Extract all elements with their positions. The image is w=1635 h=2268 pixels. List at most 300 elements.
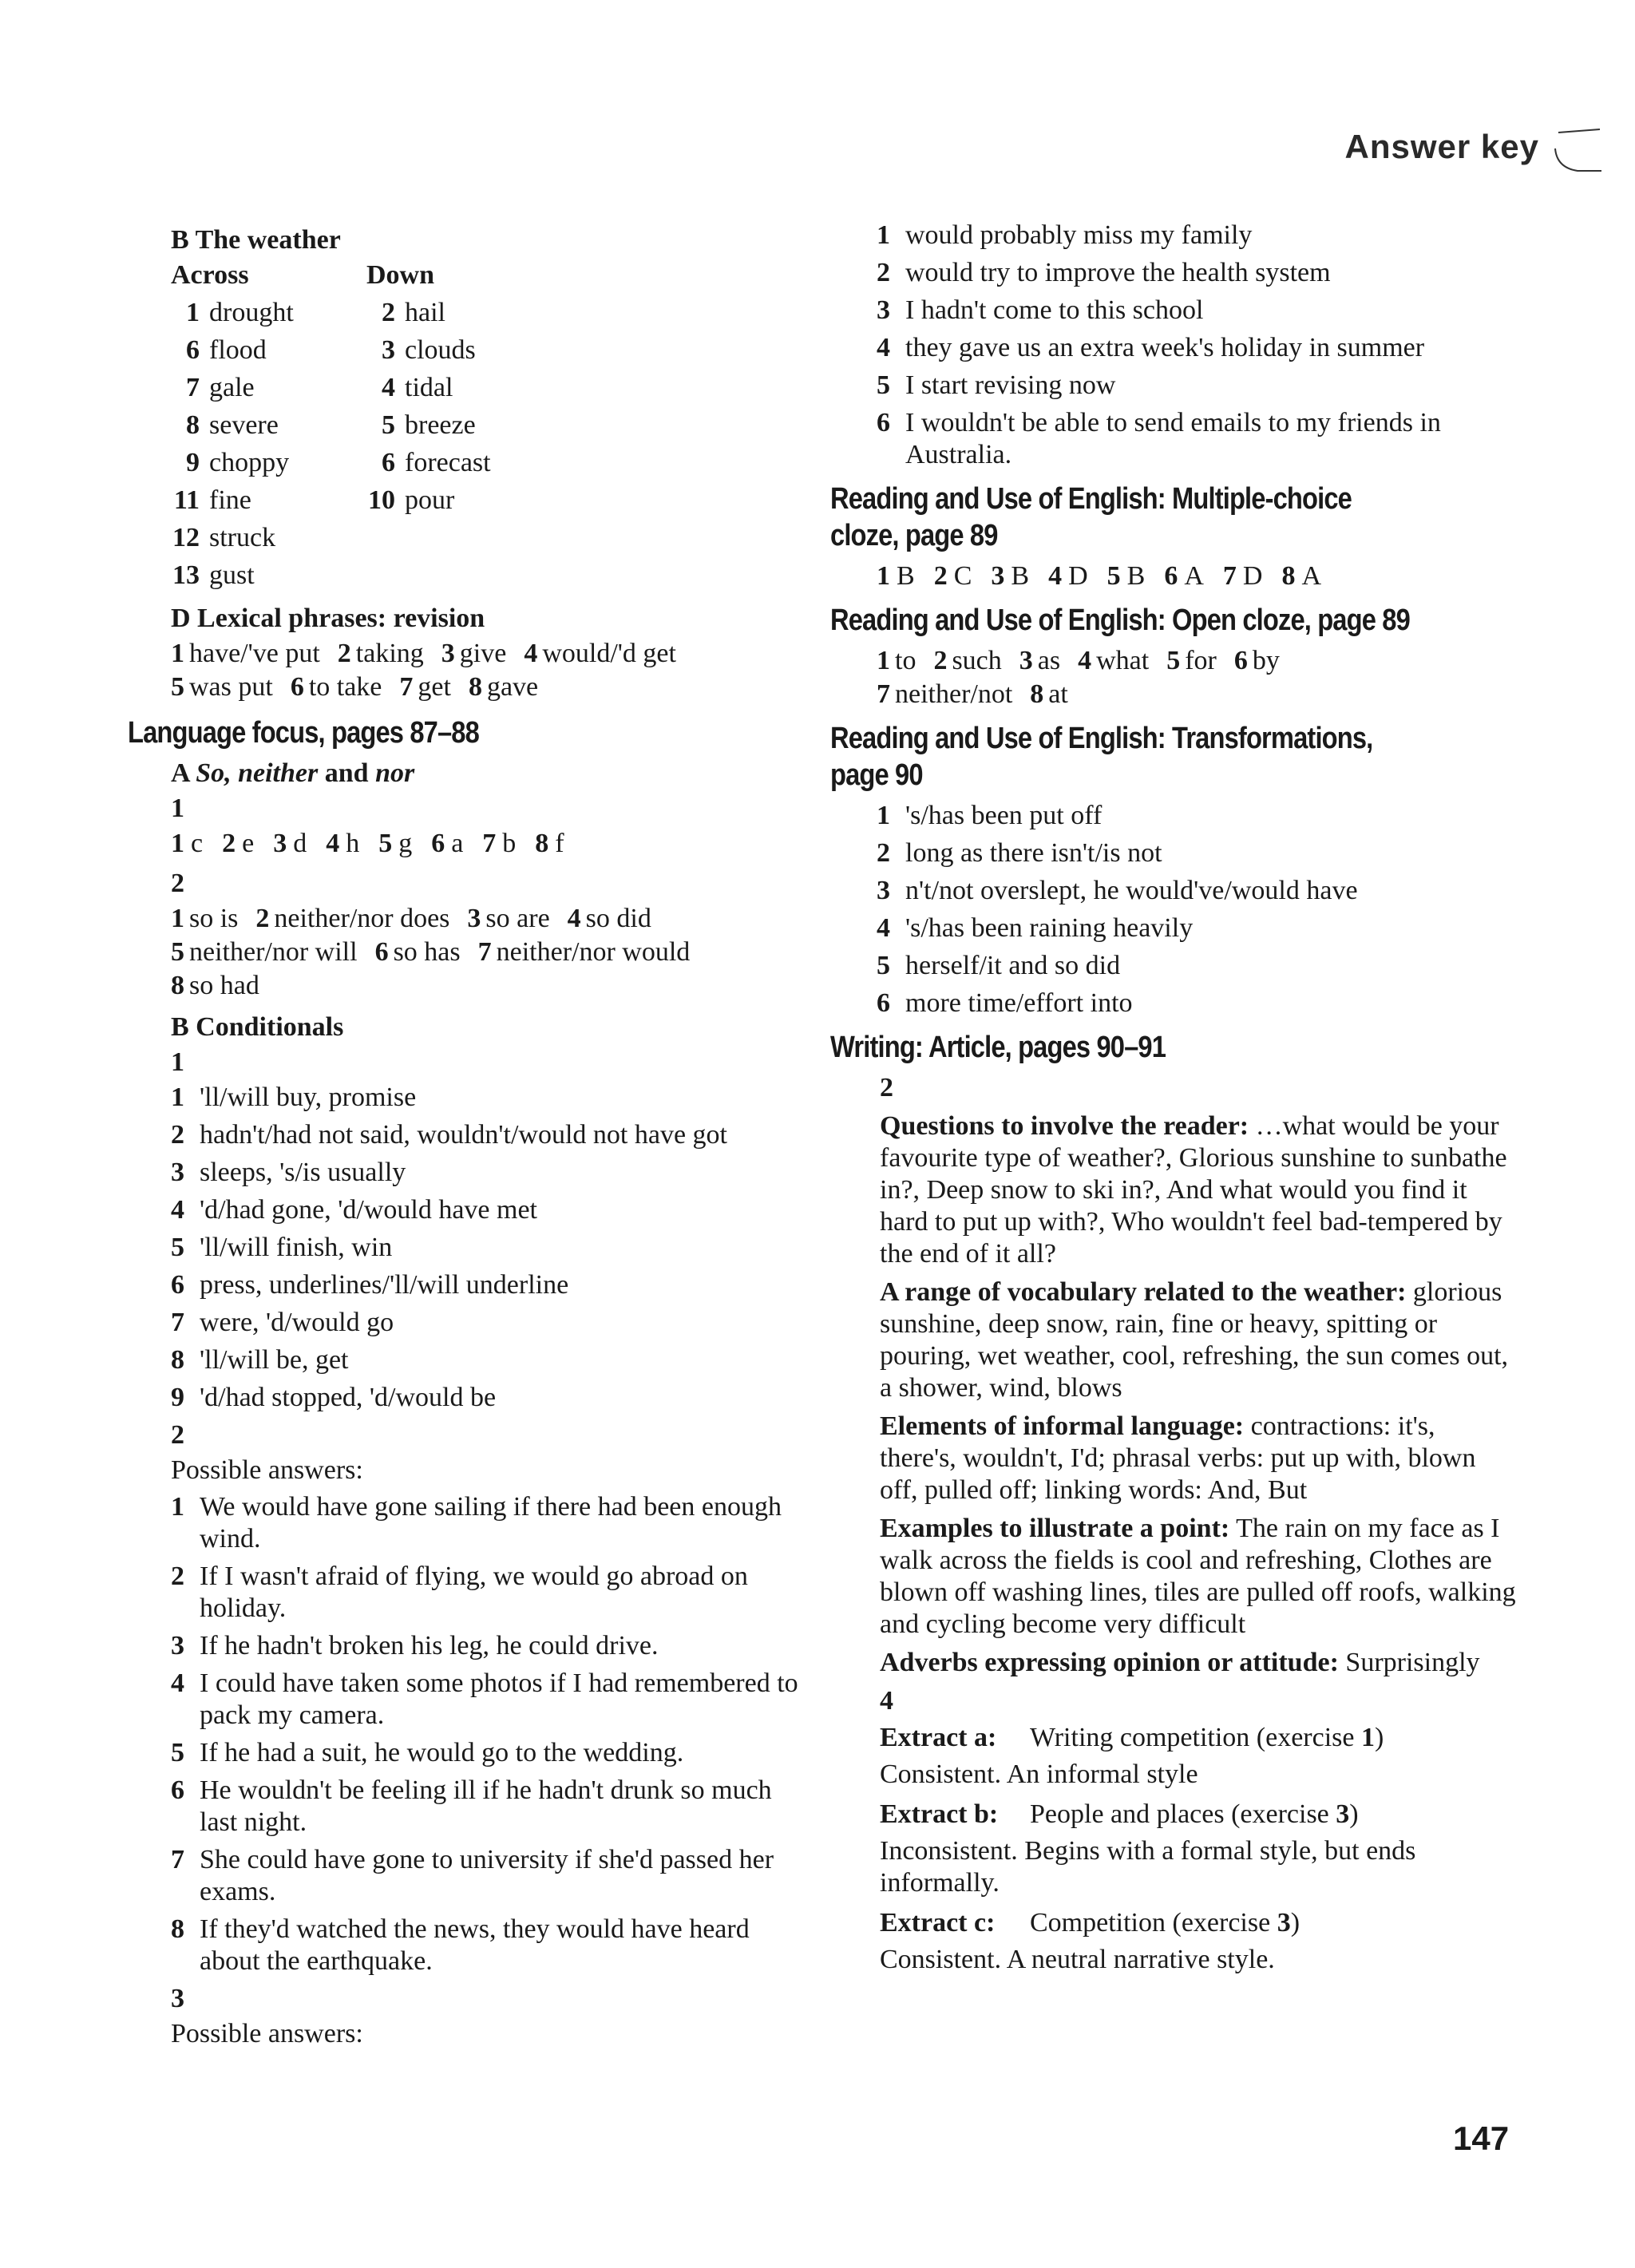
so-neither-ex1-item-number: 4 — [326, 829, 342, 858]
so-neither-ex2-line-3 — [171, 970, 798, 1002]
conditionals-ex2-item — [171, 1630, 798, 1662]
left-column — [128, 220, 798, 2052]
conditionals-ex1-item-text: 'll/will finish, win — [200, 1233, 393, 1262]
open-cloze-item-answer: as — [1037, 646, 1061, 675]
so-neither-ex1-item-number: 3 — [273, 829, 289, 858]
writing-paragraph-label: Adverbs expressing opinion or attitude: — [880, 1648, 1339, 1677]
conditionals-ex1-item-number: 2 — [171, 1120, 184, 1150]
lexical-item-number: 4 — [524, 639, 538, 668]
so-neither-ex2-line-1 — [171, 903, 798, 935]
conditionals-ex1-item — [171, 1382, 798, 1414]
crossword-answers-grid — [171, 259, 798, 592]
so-neither-ex1-item-number: 7 — [482, 829, 498, 858]
transformations-list — [877, 800, 1517, 1019]
down-item-word: tidal — [405, 373, 453, 402]
page-header-title: Answer key — [1344, 128, 1539, 165]
conditionals-ex3-note: Possible answers: — [171, 2019, 363, 2048]
transformations-item-text: 's/has been put off — [905, 801, 1103, 830]
so-neither-ex2-item-answer: neither/nor would — [496, 937, 691, 967]
corner-tab-decoration — [1554, 126, 1603, 176]
mc-cloze-item-number: 4 — [1048, 561, 1064, 591]
conditionals-ex2-note: Possible answers: — [171, 1455, 363, 1485]
so-neither-ex1-item-number: 8 — [535, 829, 551, 858]
conditionals-ex2-item-text: I could have taken some photos if I had remembered to pack my camera. — [200, 1668, 798, 1730]
so-neither-ex2-item-number: 2 — [255, 904, 270, 933]
writing-extract-comment: Consistent. An informal style — [880, 1759, 1198, 1789]
so-neither-ex1-label: 1 — [171, 794, 184, 823]
conditionals-ex3-item — [877, 295, 1517, 327]
conditionals-ex1-item-text: sleeps, 's/is usually — [200, 1158, 406, 1187]
conditionals-ex2-item — [171, 1914, 798, 1977]
writing-paragraph — [880, 1411, 1517, 1506]
conditionals-ex2-item-text: If they'd watched the news, they would have heard about the earthquake. — [200, 1914, 750, 1976]
transformations-item-number: 5 — [877, 951, 890, 980]
mc-cloze-item-number: 6 — [1164, 561, 1180, 591]
writing-paragraph-text: contractions: it's, there's, wouldn't, I'd; phrasal verbs: put up with, blown off, pulled off; linking words: And, But — [880, 1411, 1476, 1505]
transformations-item-number: 4 — [877, 913, 890, 943]
so-neither-ex1-item-answer: c — [191, 829, 205, 858]
conditionals-ex3-item-text: I hadn't come to this school — [905, 295, 1204, 325]
conditionals-ex1-item-number: 5 — [171, 1233, 184, 1262]
down-item-number: 5 — [382, 410, 395, 440]
conditionals-ex3-item-number: 3 — [877, 295, 890, 325]
writing-ex2-label: 2 — [880, 1073, 893, 1102]
right-column — [830, 220, 1517, 1984]
conditionals-ex3-item-text: they gave us an extra week's holiday in summer — [905, 333, 1425, 362]
down-item-number: 2 — [382, 298, 395, 327]
open-cloze-item-number: 1 — [877, 646, 890, 675]
conditionals-ex3-item-number: 2 — [877, 258, 890, 287]
writing-extract-title-text: Competition (exercise — [1030, 1908, 1277, 1937]
down-item — [366, 485, 606, 517]
mc-cloze-answers — [877, 560, 1517, 592]
conditionals-ex3-item-number: 1 — [877, 220, 890, 250]
writing-extract-exercise-number: 3 — [1336, 1799, 1350, 1829]
open-cloze-item-answer: neither/not — [895, 679, 1013, 709]
conditionals-ex2-item-text: We would have gone sailing if there had been enough wind. — [200, 1492, 782, 1554]
transformations-item — [877, 912, 1517, 944]
conditionals-ex2-item — [171, 1775, 798, 1839]
writing-extract-row — [880, 1722, 1517, 1754]
lexical-item-answer: get — [418, 672, 451, 702]
across-item — [171, 334, 366, 366]
lexical-item-answer: give — [459, 639, 507, 668]
conditionals-ex1-item — [171, 1082, 798, 1114]
across-item-word: gust — [209, 560, 255, 590]
writing-extract-exercise-number: 1 — [1361, 1723, 1375, 1752]
section-mc-cloze — [830, 560, 1517, 592]
writing-paragraph-text: The rain on my face as I walk across the fields is cool and refreshing, Clothes are blown off washing lines, tiles are pulled off roofs, walking and cycling become very difficult — [880, 1514, 1516, 1639]
mc-cloze-item-answer: D — [1068, 561, 1090, 591]
conditionals-ex2-item-text: If I wasn't afraid of flying, we would go abroad on holiday. — [200, 1561, 748, 1623]
so-neither-ex1-item-answer: a — [451, 829, 465, 858]
mc-cloze-item-answer: B — [897, 561, 916, 591]
writing-extract-label: Extract a: — [880, 1723, 997, 1752]
conditionals-ex2-item — [171, 1491, 798, 1555]
down-item — [366, 560, 606, 592]
conditionals-heading: B Conditionals — [171, 1012, 344, 1042]
writing-paragraph-text: …what would be your favourite type of weather?, Glorious sunshine to sunbathe in?, Deep snow to ski in?, And what would you find it hard to put up with?, Who wouldn't feel bad-tempered by the end of it all? — [880, 1111, 1507, 1269]
so-neither-ex1-item-number: 5 — [378, 829, 394, 858]
writing-extract-comment: Consistent. A neutral narrative style. — [880, 1945, 1275, 1974]
across-item-number: 13 — [172, 560, 200, 590]
lexical-answers-line-2 — [171, 671, 798, 703]
so-neither-ex2-item-number: 3 — [467, 904, 481, 933]
section-weather-heading: B The weather — [171, 225, 341, 255]
so-neither-ex2-item-number: 1 — [171, 904, 184, 933]
across-item — [171, 372, 366, 404]
so-neither-ex1-item-number: 2 — [222, 829, 238, 858]
open-cloze-item-answer: for — [1185, 646, 1217, 675]
conditionals-ex1-item-number: 7 — [171, 1308, 184, 1337]
open-cloze-answers-line-2 — [877, 679, 1517, 710]
writing-extract-label: Extract b: — [880, 1799, 999, 1829]
across-item-word: drought — [209, 298, 294, 327]
so-neither-ex1-item-answer: g — [398, 829, 414, 858]
lexical-item-number: 6 — [290, 672, 304, 702]
page-number: 147 — [1453, 2120, 1510, 2157]
so-neither-title-neither: neither — [238, 758, 319, 788]
down-item-word: breeze — [405, 410, 476, 440]
conditionals-ex3-item-number: 5 — [877, 370, 890, 400]
lexical-answers-line-1 — [171, 638, 798, 670]
mc-cloze-item-answer: B — [1011, 561, 1031, 591]
conditionals-ex1-item — [171, 1119, 798, 1151]
mc-cloze-item-answer: A — [1301, 561, 1323, 591]
writing-paragraph-label: Elements of informal language: — [880, 1411, 1245, 1441]
so-neither-title-so: So, — [196, 758, 232, 788]
lexical-item-number: 3 — [441, 639, 455, 668]
open-cloze-item-answer: by — [1252, 646, 1280, 675]
conditionals-ex2-item-text: She could have gone to university if she'd passed her exams. — [200, 1845, 774, 1906]
transformations-item-text: n't/not overslept, he would've/would have — [905, 876, 1358, 905]
conditionals-ex1-item-number: 8 — [171, 1345, 184, 1375]
lexical-item-answer: gave — [486, 672, 539, 702]
open-cloze-item-number: 3 — [1019, 646, 1033, 675]
so-neither-letter: A — [171, 758, 189, 788]
across-item-word: flood — [209, 335, 267, 365]
writing-paragraph-label: Examples to illustrate a point: — [880, 1514, 1230, 1543]
so-neither-ex1-item-answer: b — [502, 829, 518, 858]
conditionals-ex1-item-text: were, 'd/would go — [200, 1308, 394, 1337]
conditionals-ex1-item-text: press, underlines/'ll/will underline — [200, 1270, 569, 1300]
transformations-item-number: 6 — [877, 988, 890, 1018]
down-item — [366, 297, 606, 329]
writing-paragraph — [880, 1513, 1517, 1641]
down-item-word: forecast — [405, 448, 491, 477]
so-neither-nor-heading — [171, 758, 798, 790]
lexical-item-answer: have/'ve put — [189, 639, 320, 668]
mc-cloze-item-number: 2 — [933, 561, 949, 591]
writing-extract-title-close: ) — [1290, 1908, 1300, 1937]
so-neither-ex2-item-number: 7 — [477, 937, 492, 967]
mc-cloze-item-number: 7 — [1222, 561, 1238, 591]
down-label: Down — [366, 260, 435, 290]
so-neither-ex1-item-answer: d — [293, 829, 309, 858]
lexical-item-number: 7 — [399, 672, 414, 702]
so-neither-ex1-answers — [171, 828, 798, 860]
mc-cloze-item-answer: C — [953, 561, 974, 591]
conditionals-ex3-item — [877, 370, 1517, 402]
lexical-item-answer: would/'d get — [542, 639, 676, 668]
conditionals-ex1-item — [171, 1157, 798, 1189]
transformations-heading: Reading and Use of English: Transformations, page 90 — [830, 722, 1373, 792]
across-item-number: 8 — [186, 410, 200, 440]
open-cloze-item-answer: what — [1096, 646, 1150, 675]
down-item-word: pour — [405, 485, 455, 515]
conditionals-ex2-item-number: 7 — [171, 1845, 184, 1874]
writing-paragraph — [880, 1276, 1517, 1404]
so-neither-ex2-item-answer: neither/nor will — [189, 937, 358, 967]
so-neither-ex2-item-number: 4 — [567, 904, 581, 933]
down-item — [366, 522, 606, 554]
conditionals-ex2-item — [171, 1737, 798, 1769]
lexical-item-number: 2 — [337, 639, 351, 668]
transformations-item-text: herself/it and so did — [905, 951, 1121, 980]
so-neither-ex1-item-number: 1 — [171, 829, 186, 858]
conditionals-ex2-label: 2 — [171, 1420, 184, 1450]
conditionals-ex3-list — [877, 220, 1517, 471]
mc-cloze-item-answer: D — [1242, 561, 1265, 591]
conditionals-ex1-item-number: 9 — [171, 1383, 184, 1412]
across-item — [171, 485, 366, 517]
conditionals-ex2-item-number: 3 — [171, 1631, 184, 1660]
writing-ex2-paragraphs — [880, 1110, 1517, 1679]
open-cloze-heading: Reading and Use of English: Open cloze, page 89 — [830, 604, 1410, 637]
down-item — [366, 372, 606, 404]
so-neither-ex2-line-2 — [171, 936, 798, 968]
so-neither-ex1-item-number: 6 — [431, 829, 447, 858]
writing-paragraph-text: Surprisingly — [1338, 1648, 1480, 1677]
lexical-item-answer: to take — [308, 672, 382, 702]
so-neither-ex2-item-number: 6 — [374, 937, 389, 967]
writing-extract-title-close: ) — [1375, 1723, 1384, 1752]
conditionals-ex3-item-text: would probably miss my family — [905, 220, 1253, 250]
down-item-word: clouds — [405, 335, 476, 365]
open-cloze-item-answer: such — [952, 646, 1002, 675]
mc-cloze-item-number: 8 — [1281, 561, 1297, 591]
conditionals-ex2-item — [171, 1561, 798, 1625]
so-neither-ex2-item-answer: so is — [189, 904, 239, 933]
writing-extract-title — [1030, 1799, 1359, 1831]
section-open-cloze — [830, 645, 1517, 710]
transformations-item-text: more time/effort into — [905, 988, 1133, 1018]
transformations-item — [877, 875, 1517, 907]
mc-cloze-item-number: 3 — [991, 561, 1007, 591]
so-neither-ex1-item-answer: f — [555, 829, 566, 858]
conditionals-ex3-label: 3 — [171, 1984, 184, 2013]
so-neither-ex2-item-answer: so has — [393, 937, 461, 967]
writing-extract-title — [1030, 1722, 1384, 1754]
so-neither-title-nor: nor — [375, 758, 415, 788]
so-neither-ex2-item-answer: so had — [189, 971, 259, 1000]
conditionals-ex2-item-number: 5 — [171, 1738, 184, 1767]
writing-ex4-label: 4 — [880, 1686, 893, 1716]
open-cloze-item-number: 5 — [1166, 646, 1181, 675]
across-item-number: 7 — [186, 373, 200, 402]
down-item-number: 4 — [382, 373, 395, 402]
across-item-number: 9 — [186, 448, 200, 477]
down-item-number: 10 — [368, 485, 395, 515]
section-language-focus — [128, 758, 798, 2050]
open-cloze-item-number: 2 — [933, 646, 948, 675]
transformations-item — [877, 800, 1517, 832]
section-weather — [128, 224, 798, 703]
open-cloze-item-answer: at — [1048, 679, 1068, 709]
so-neither-ex2-item-answer: so did — [585, 904, 651, 933]
conditionals-ex3-item — [877, 332, 1517, 364]
so-neither-ex1-item-answer: h — [346, 829, 362, 858]
conditionals-ex1-item — [171, 1269, 798, 1301]
so-neither-ex2-label: 2 — [171, 869, 184, 898]
conditionals-ex1-item — [171, 1194, 798, 1226]
conditionals-ex1-item — [171, 1232, 798, 1264]
conditionals-ex3-item-number: 4 — [877, 333, 890, 362]
across-item-word: choppy — [209, 448, 290, 477]
so-neither-ex2-item-number: 8 — [171, 971, 184, 1000]
conditionals-ex2-item-number: 1 — [171, 1492, 184, 1522]
transformations-item — [877, 950, 1517, 982]
down-item-number: 3 — [382, 335, 395, 365]
conditionals-ex3-item — [877, 407, 1517, 471]
across-item-word: severe — [209, 410, 279, 440]
transformations-item-text: 's/has been raining heavily — [905, 913, 1194, 943]
across-item — [171, 410, 366, 441]
mc-cloze-heading: Reading and Use of English: Multiple-choice cloze, page 89 — [830, 482, 1352, 552]
conditionals-ex1-item-text: 'll/will buy, promise — [200, 1083, 417, 1112]
open-cloze-item-number: 4 — [1078, 646, 1092, 675]
transformations-item-text: long as there isn't/is not — [905, 838, 1162, 868]
across-item — [171, 447, 366, 479]
conditionals-ex2-item-number: 4 — [171, 1668, 184, 1698]
conditionals-ex2-item-text: If he had a suit, he would go to the wedding. — [200, 1738, 684, 1767]
conditionals-ex2-item — [171, 1844, 798, 1908]
writing-paragraph-label: Questions to involve the reader: — [880, 1111, 1249, 1141]
conditionals-ex3-item-text: I wouldn't be able to send emails to my friends in Australia. — [905, 408, 1441, 469]
conditionals-ex1-item-text: 'd/had stopped, 'd/would be — [200, 1383, 497, 1412]
conditionals-ex1-item-text: 'll/will be, get — [200, 1345, 349, 1375]
transformations-item-number: 1 — [877, 801, 890, 830]
writing-paragraph — [880, 1110, 1517, 1270]
across-item-number: 12 — [172, 523, 200, 552]
section-lexical-heading: D Lexical phrases: revision — [171, 604, 485, 633]
conditionals-ex1-item-number: 3 — [171, 1158, 184, 1187]
writing-paragraph — [880, 1647, 1517, 1679]
transformations-item — [877, 837, 1517, 869]
writing-ex4-extracts — [880, 1722, 1517, 1976]
lexical-item-number: 1 — [171, 639, 184, 668]
so-neither-ex2-item-answer: so are — [485, 904, 550, 933]
writing-extract-exercise-number: 3 — [1277, 1908, 1291, 1937]
lexical-item-number: 5 — [171, 672, 184, 702]
across-item-word: struck — [209, 523, 276, 552]
mc-cloze-item-answer: B — [1126, 561, 1147, 591]
across-item — [171, 297, 366, 329]
writing-extract-comment: Inconsistent. Begins with a formal style, but ends informally. — [880, 1836, 1416, 1898]
across-item-word: fine — [209, 485, 251, 515]
transformations-item — [877, 988, 1517, 1019]
lexical-item-answer: taking — [355, 639, 424, 668]
across-item-word: gale — [209, 373, 255, 402]
mc-cloze-item-answer: A — [1184, 561, 1205, 591]
conditionals-ex2-item-text: If he hadn't broken his leg, he could drive. — [200, 1631, 659, 1660]
conditionals-ex1-item-number: 1 — [171, 1083, 184, 1112]
conditionals-ex1-label: 1 — [171, 1047, 184, 1077]
writing-extract-title-close: ) — [1349, 1799, 1359, 1829]
so-neither-ex1-item-answer: e — [242, 829, 256, 858]
writing-extract-title-text: People and places (exercise — [1030, 1799, 1336, 1829]
transformations-item-number: 3 — [877, 876, 890, 905]
open-cloze-answers-line-1 — [877, 645, 1517, 677]
mc-cloze-item-number: 1 — [877, 561, 892, 591]
conditionals-ex1-item-text: 'd/had gone, 'd/would have met — [200, 1195, 537, 1225]
down-item — [366, 334, 606, 366]
open-cloze-item-number: 8 — [1030, 679, 1044, 709]
down-item-word: hail — [405, 298, 445, 327]
writing-extract-label: Extract c: — [880, 1908, 996, 1937]
writing-heading: Writing: Article, pages 90–91 — [830, 1031, 1166, 1064]
down-item-number: 6 — [382, 448, 395, 477]
conditionals-ex2-item-number: 2 — [171, 1561, 184, 1591]
conditionals-ex2-item-number: 8 — [171, 1914, 184, 1944]
conditionals-ex2-item-number: 6 — [171, 1775, 184, 1805]
writing-extract-row — [880, 1799, 1517, 1831]
across-item — [171, 560, 366, 592]
language-focus-heading: Language focus, pages 87–88 — [128, 716, 479, 750]
conditionals-ex2-item — [171, 1668, 798, 1732]
across-item-number: 6 — [186, 335, 200, 365]
down-item — [366, 447, 606, 479]
section-writing — [830, 1072, 1517, 1976]
conditionals-ex1-list — [171, 1082, 798, 1414]
open-cloze-item-answer: to — [895, 646, 916, 675]
open-cloze-item-number: 6 — [1233, 646, 1248, 675]
conditionals-ex3-item — [877, 257, 1517, 289]
writing-extract-title — [1030, 1907, 1300, 1939]
down-item — [366, 410, 606, 441]
conditionals-ex1-item-text: hadn't/had not said, wouldn't/would not have got — [200, 1120, 728, 1150]
mc-cloze-item-number: 5 — [1106, 561, 1122, 591]
open-cloze-item-number: 7 — [877, 679, 890, 709]
so-neither-ex2-item-number: 5 — [171, 937, 184, 967]
so-neither-ex2-item-answer: neither/nor does — [274, 904, 450, 933]
across-item-number: 1 — [186, 298, 200, 327]
conditionals-ex1-item-number: 6 — [171, 1270, 184, 1300]
conditionals-ex1-item — [171, 1307, 798, 1339]
writing-paragraph-text: glorious sunshine, deep snow, rain, fine or heavy, spitting or pouring, wet weather, cool, refreshing, the sun comes out, a shower, wind, blows — [880, 1277, 1509, 1403]
across-label: Across — [171, 260, 249, 290]
conditionals-ex2-item-text: He wouldn't be feeling ill if he hadn't drunk so much last night. — [200, 1775, 772, 1837]
so-neither-title-and: and — [324, 758, 369, 788]
conditionals-ex3-item-number: 6 — [877, 408, 890, 437]
across-item — [171, 522, 366, 554]
writing-paragraph-label: A range of vocabulary related to the weather: — [880, 1277, 1407, 1307]
conditionals-ex1-item — [171, 1344, 798, 1376]
conditionals-ex2-list — [171, 1491, 798, 1977]
conditionals-ex3-item-text: would try to improve the health system — [905, 258, 1331, 287]
writing-extract-title-text: Writing competition (exercise — [1030, 1723, 1361, 1752]
lexical-item-answer: was put — [189, 672, 273, 702]
transformations-item-number: 2 — [877, 838, 890, 868]
across-item-number: 11 — [173, 485, 200, 515]
section-transformations — [830, 800, 1517, 1019]
conditionals-ex3-item-text: I start revising now — [905, 370, 1116, 400]
writing-extract-row — [880, 1907, 1517, 1939]
section-conditionals-ex3-answers — [830, 220, 1517, 471]
conditionals-ex3-item — [877, 220, 1517, 251]
lexical-item-number: 8 — [468, 672, 482, 702]
conditionals-ex1-item-number: 4 — [171, 1195, 184, 1225]
